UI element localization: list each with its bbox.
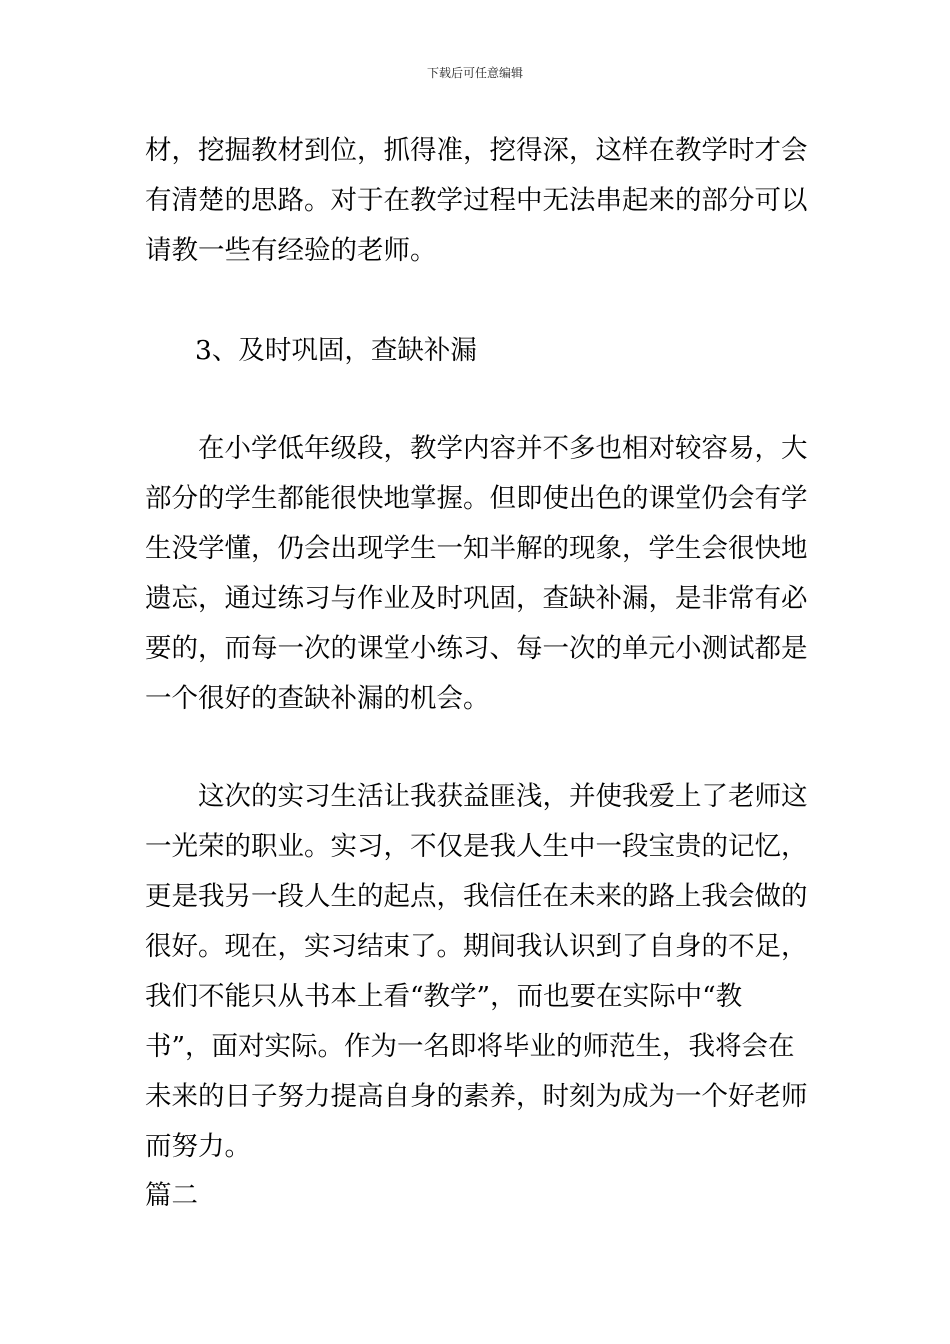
body-line: 有清楚的思路。对于在教学过程中无法串起来的部分可以: [145, 185, 808, 216]
body-line: 部分的学生都能很快地掌握。但即使出色的课堂仍会有学: [145, 483, 808, 514]
body-line: 一光荣的职业。实习，不仅是我人生中一段宝贵的记忆，: [145, 831, 808, 862]
body-line: 这次的实习生活让我获益匪浅，并使我爱上了老师这: [198, 781, 808, 812]
body-line: 要的，而每一次的课堂小练习、每一次的单元小测试都是: [145, 633, 808, 664]
body-line: 请教一些有经验的老师。: [145, 235, 437, 266]
section-label: 篇二: [145, 1180, 198, 1211]
body-line: 未来的日子努力提高自身的素养，时刻为成为一个好老师: [145, 1081, 808, 1112]
page-header: 下载后可任意编辑: [426, 66, 523, 80]
body-line: 而努力。: [145, 1131, 251, 1162]
body-line: 生没学懂，仍会出现学生一知半解的现象，学生会很快地: [145, 533, 808, 564]
body-line: 一个很好的查缺补漏的机会。: [145, 683, 490, 714]
body-line: 书”，面对实际。作为一名即将毕业的师范生，我将会在: [145, 1031, 795, 1062]
body-line: 很好。现在，实习结束了。期间我认识到了自身的不足，: [145, 931, 808, 962]
body-line: 我们不能只从书本上看“教学”，而也要在实际中“教: [145, 981, 743, 1012]
section-heading: 3、及时巩固，查缺补漏: [195, 335, 477, 366]
body-line: 在小学低年级段，教学内容并不多也相对较容易，大: [198, 433, 808, 464]
body-line: 更是我另一段人生的起点，我信任在未来的路上我会做的: [145, 881, 808, 912]
body-line: 材，挖掘教材到位，抓得准，挖得深，这样在教学时才会: [145, 135, 808, 166]
body-line: 遗忘，通过练习与作业及时巩固，查缺补漏，是非常有必: [145, 583, 808, 614]
